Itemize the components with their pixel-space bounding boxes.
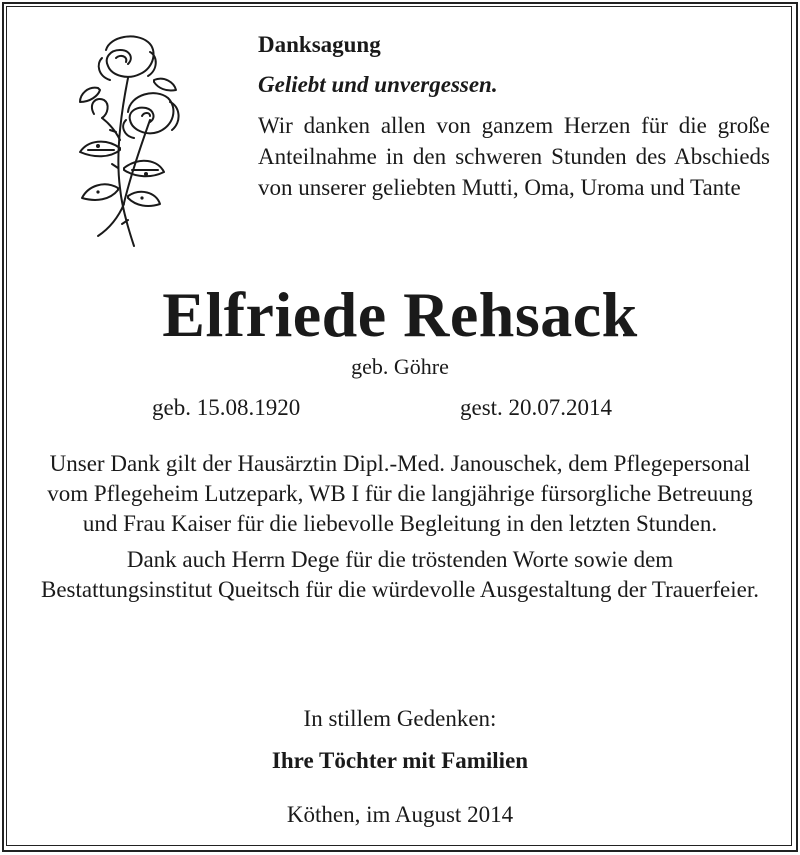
signers: Ihre Töchter mit Familien [271,748,529,773]
deceased-name: Elfriede Rehsack [162,279,638,350]
rose-icon [58,28,188,250]
death-date: gest. 20.07.2014 [460,395,613,420]
closing-line: In stillem Gedenken: [303,706,497,731]
birth-date: geb. 15.08.1920 [152,395,301,420]
intro-block [258,30,770,203]
place-date: Köthen, im August 2014 [286,802,514,827]
acknowledgement-paragraph: Dank auch Herrn Dege für die tröstenden Worte sowie dem Bestattungsinstitut Queitsch für die würdevolle Ausgestaltung der Trauerfeier. [41,547,759,602]
acknowledgement-paragraph: Unser Dank gilt der Hausärztin Dipl.-Med. Janouschek, dem Pflegepersonal vom Pflegeheim Lutzepark, WB I für die langjährige fürsorgliche Betreuung und Frau Kaiser für die liebevolle Begleitung in den letzten Stunden. [47,451,753,536]
acknowledgement-text [40,449,760,605]
thanks-text: Wir danken allen von ganzem Herzen für die große Anteilnahme in den schweren Stunden des Abschieds von unserer geliebten Mutti, Oma, Uroma und Tante [258,113,770,200]
notice-heading: Danksagung [258,32,381,57]
notice-tagline: Geliebt und unvergessen. [258,72,498,97]
maiden-name: geb. Göhre [351,354,449,379]
